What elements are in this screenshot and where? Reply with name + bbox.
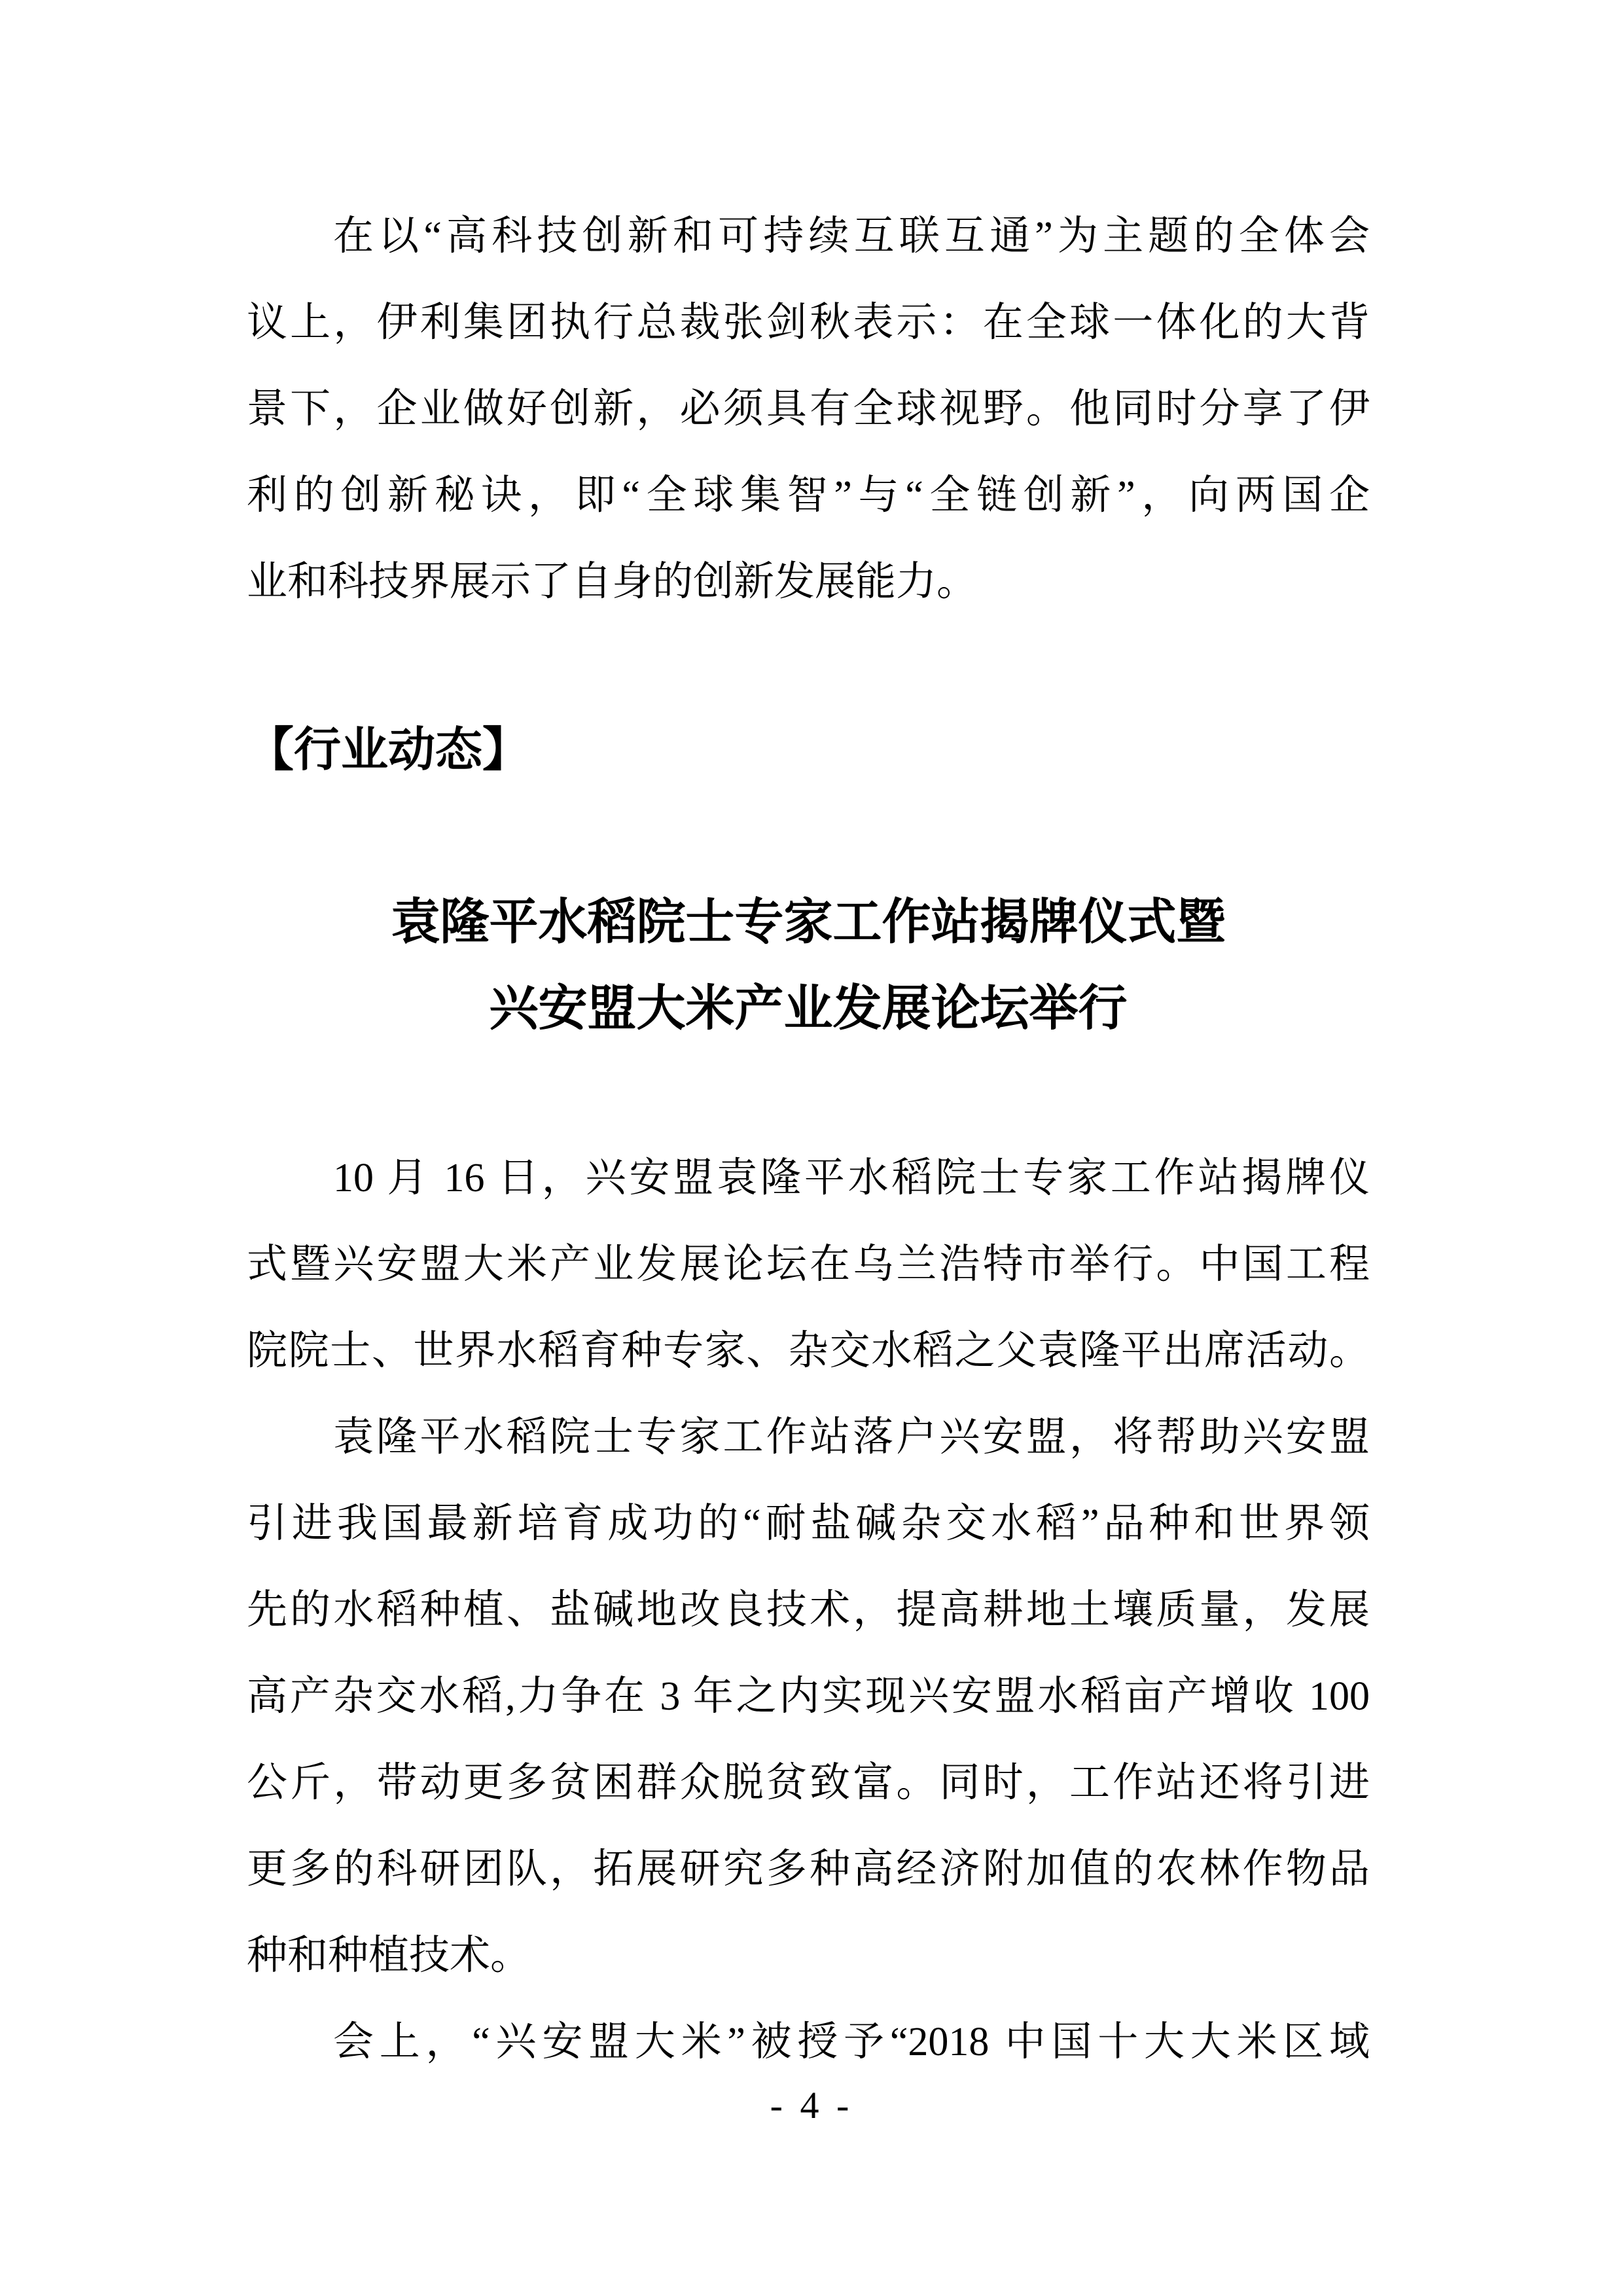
paragraph-station [247,1394,1370,1999]
blank-line [247,1051,1370,1135]
text-line: 议上，伊利集团执行总裁张剑秋表示：在全球一体化的大背 [247,300,1370,345]
text-line: 10 月 16 日，兴安盟袁隆平水稻院士专家工作站揭牌仪 [333,1156,1370,1200]
article-title [247,878,1370,1051]
paragraph-event [247,1135,1370,1394]
text-line: 业和科技界展示了自身的创新发展能力。 [247,560,978,604]
text-line: 利的创新秘诀，即“全球集智”与“全链创新”，向两国企 [247,473,1370,518]
section-header: 【行业动态】 [247,724,530,776]
text-line: 式暨兴安盟大米产业发展论坛在乌兰浩特市举行。中国工程 [247,1242,1370,1287]
paragraph-award [247,1999,1370,2085]
text-line: 种和种植技术。 [247,1933,531,1978]
page-content [247,193,1370,2085]
text-line: 院院士、世界水稻育种专家、杂交水稻之父袁隆平出席活动。 [247,1329,1370,1373]
text-line: 高产杂交水稻,力争在 3 年之内实现兴安盟水稻亩产增收 100 [247,1674,1370,1719]
text-line: 公斤，带动更多贫困群众脱贫致富。同时，工作站还将引进 [247,1761,1370,1805]
article-title-line: 袁隆平水稻院士专家工作站揭牌仪式暨 [391,894,1226,949]
page-number: - 4 - [770,2084,853,2126]
text-line: 会上，“兴安盟大米”被授予“2018 中国十大大米区域 [333,2020,1370,2064]
text-line: 在以“高科技创新和可持续互联互通”为主题的全体会 [333,214,1370,259]
text-line: 先的水稻种植、盐碱地改良技术，提高耕地土壤质量，发展 [247,1588,1370,1632]
article-title-line: 兴安盟大米产业发展论坛举行 [489,980,1128,1035]
text-line: 引进我国最新培育成功的“耐盐碱杂交水稻”品种和世界领 [247,1501,1370,1546]
text-line: 袁隆平水稻院士专家工作站落户兴安盟，将帮助兴安盟 [333,1415,1370,1460]
text-line: 景下，企业做好创新，必须具有全球视野。他同时分享了伊 [247,387,1370,431]
paragraph-yili [247,193,1370,625]
text-line: 更多的科研团队，拓展研究多种高经济附加值的农林作物品 [247,1847,1370,1892]
